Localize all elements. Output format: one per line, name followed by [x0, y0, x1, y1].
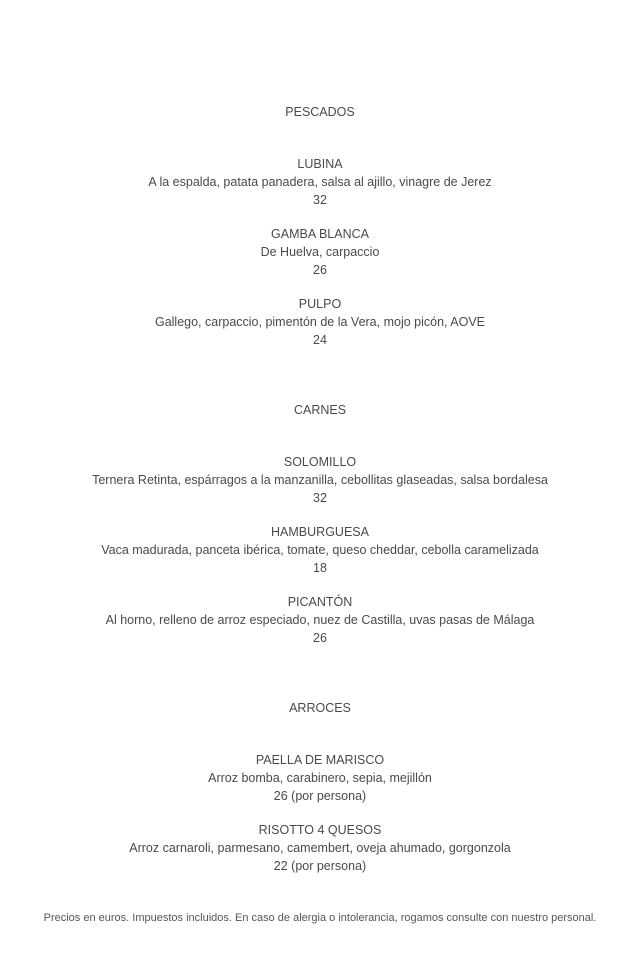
menu-item: [0, 523, 640, 577]
item-description: Al horno, relleno de arroz especiado, nuez de Castilla, uvas pasas de Málaga: [105, 613, 535, 627]
section-title: PESCADOS: [285, 105, 355, 119]
section-title: ARROCES: [289, 701, 351, 715]
item-description: Vaca madurada, panceta ibérica, tomate, queso cheddar, cebolla caramelizada: [101, 543, 539, 557]
item-price: 26: [313, 631, 327, 645]
item-price: 18: [313, 561, 327, 575]
section-pescados: [0, 103, 640, 349]
item-price: 32: [313, 193, 327, 207]
item-name: SOLOMILLO: [283, 455, 357, 469]
item-description: Ternera Retinta, espárragos a la manzanilla, cebollitas glaseadas, salsa bordalesa: [92, 473, 548, 487]
item-name: LUBINA: [297, 157, 343, 171]
section-title: CARNES: [293, 403, 347, 417]
item-description: Arroz bomba, carabinero, sepia, mejillón: [208, 771, 432, 785]
menu-item: [0, 593, 640, 647]
item-name: PAELLA DE MARISCO: [255, 753, 385, 767]
menu-item: [0, 155, 640, 209]
menu-item: [0, 821, 640, 875]
item-description: A la espalda, patata panadera, salsa al ajillo, vinagre de Jerez: [148, 175, 492, 189]
menu-item: [0, 295, 640, 349]
item-price: 22 (por persona): [273, 859, 367, 873]
item-price: 26 (por persona): [273, 789, 367, 803]
item-price: 26: [313, 263, 327, 277]
item-name: PICANTÓN: [287, 595, 353, 609]
item-price: 32: [313, 491, 327, 505]
menu-item: [0, 453, 640, 507]
menu-item: [0, 225, 640, 279]
menu-item: [0, 751, 640, 805]
section-arroces: [0, 699, 640, 875]
section-carnes: [0, 401, 640, 647]
item-name: RISOTTO 4 QUESOS: [258, 823, 382, 837]
item-description: Arroz carnaroli, parmesano, camembert, oveja ahumado, gorgonzola: [129, 841, 511, 855]
item-description: Gallego, carpaccio, pimentón de la Vera, mojo picón, AOVE: [154, 315, 486, 329]
item-name: PULPO: [298, 297, 342, 311]
item-name: HAMBURGUESA: [271, 525, 369, 539]
item-price: 24: [313, 333, 327, 347]
item-description: De Huelva, carpaccio: [260, 245, 380, 259]
item-name: GAMBA BLANCA: [271, 227, 369, 241]
footer-note: Precios en euros. Impuestos incluidos. En caso de alergia o intolerancia, rogamos consulte con nuestro personal.: [43, 912, 597, 924]
